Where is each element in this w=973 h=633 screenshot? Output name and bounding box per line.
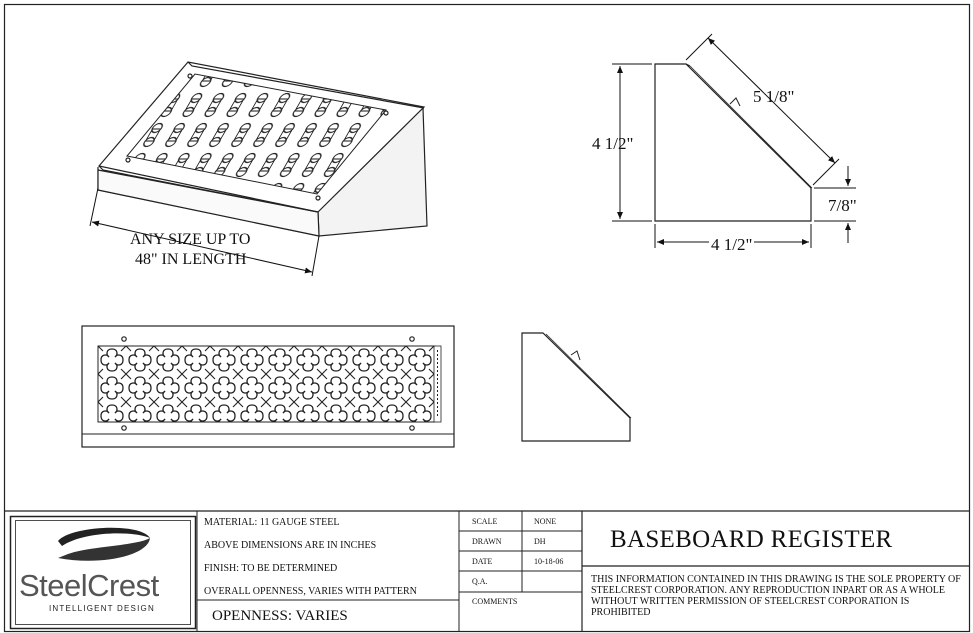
front-elevation (82, 326, 454, 447)
field-date-value: 10-18-06 (534, 557, 564, 566)
length-note-line1: ANY SIZE UP TO (130, 231, 251, 248)
slope-dimension-label: 5 1/8" (753, 87, 795, 106)
comments-label: COMMENTS (472, 597, 518, 606)
field-date-label: DATE (472, 557, 493, 566)
openness-label: OPENNESS: VARIES (212, 608, 348, 624)
height-dimension-label: 4 1/2" (592, 134, 634, 153)
isometric-view (98, 62, 427, 236)
disclaimer-text: THIS INFORMATION CONTAINED IN THIS DRAWING IS THE SOLE PROPERTY OF STEELCREST CORPORATION. ANY REPRODUCTION INPART OR AS A WHOLE WITHOUT WRITTEN PERMISSION OF STEELCREST CORPORATION IS PROHIBITED (591, 574, 961, 618)
logo-tagline: INTELLIGENT DESIGN (49, 604, 155, 613)
note-dimensions: ABOVE DIMENSIONS ARE IN INCHES (204, 540, 377, 551)
drawing-title: BASEBOARD REGISTER (610, 526, 893, 553)
toe-dimension-label: 7/8" (828, 196, 857, 215)
note-material: MATERIAL: 11 GAUGE STEEL (204, 517, 340, 528)
depth-dimension-label: 4 1/2" (711, 235, 753, 254)
note-finish: FINISH: TO BE DETERMINED (204, 563, 338, 574)
field-drawn-value: DH (534, 537, 546, 546)
field-scale-value: NONE (534, 517, 557, 526)
field-drawn-label: DRAWN (472, 537, 502, 546)
logo-wordmark: SteelCrest (19, 568, 159, 603)
field-qa-label: Q.A. (472, 577, 488, 586)
length-note-line2: 48" IN LENGTH (135, 251, 247, 268)
swoosh-logo-icon (58, 528, 150, 561)
field-scale-label: SCALE (472, 517, 498, 526)
end-view (522, 333, 631, 441)
note-openness: OVERALL OPENNESS, VARIES WITH PATTERN (204, 586, 417, 597)
